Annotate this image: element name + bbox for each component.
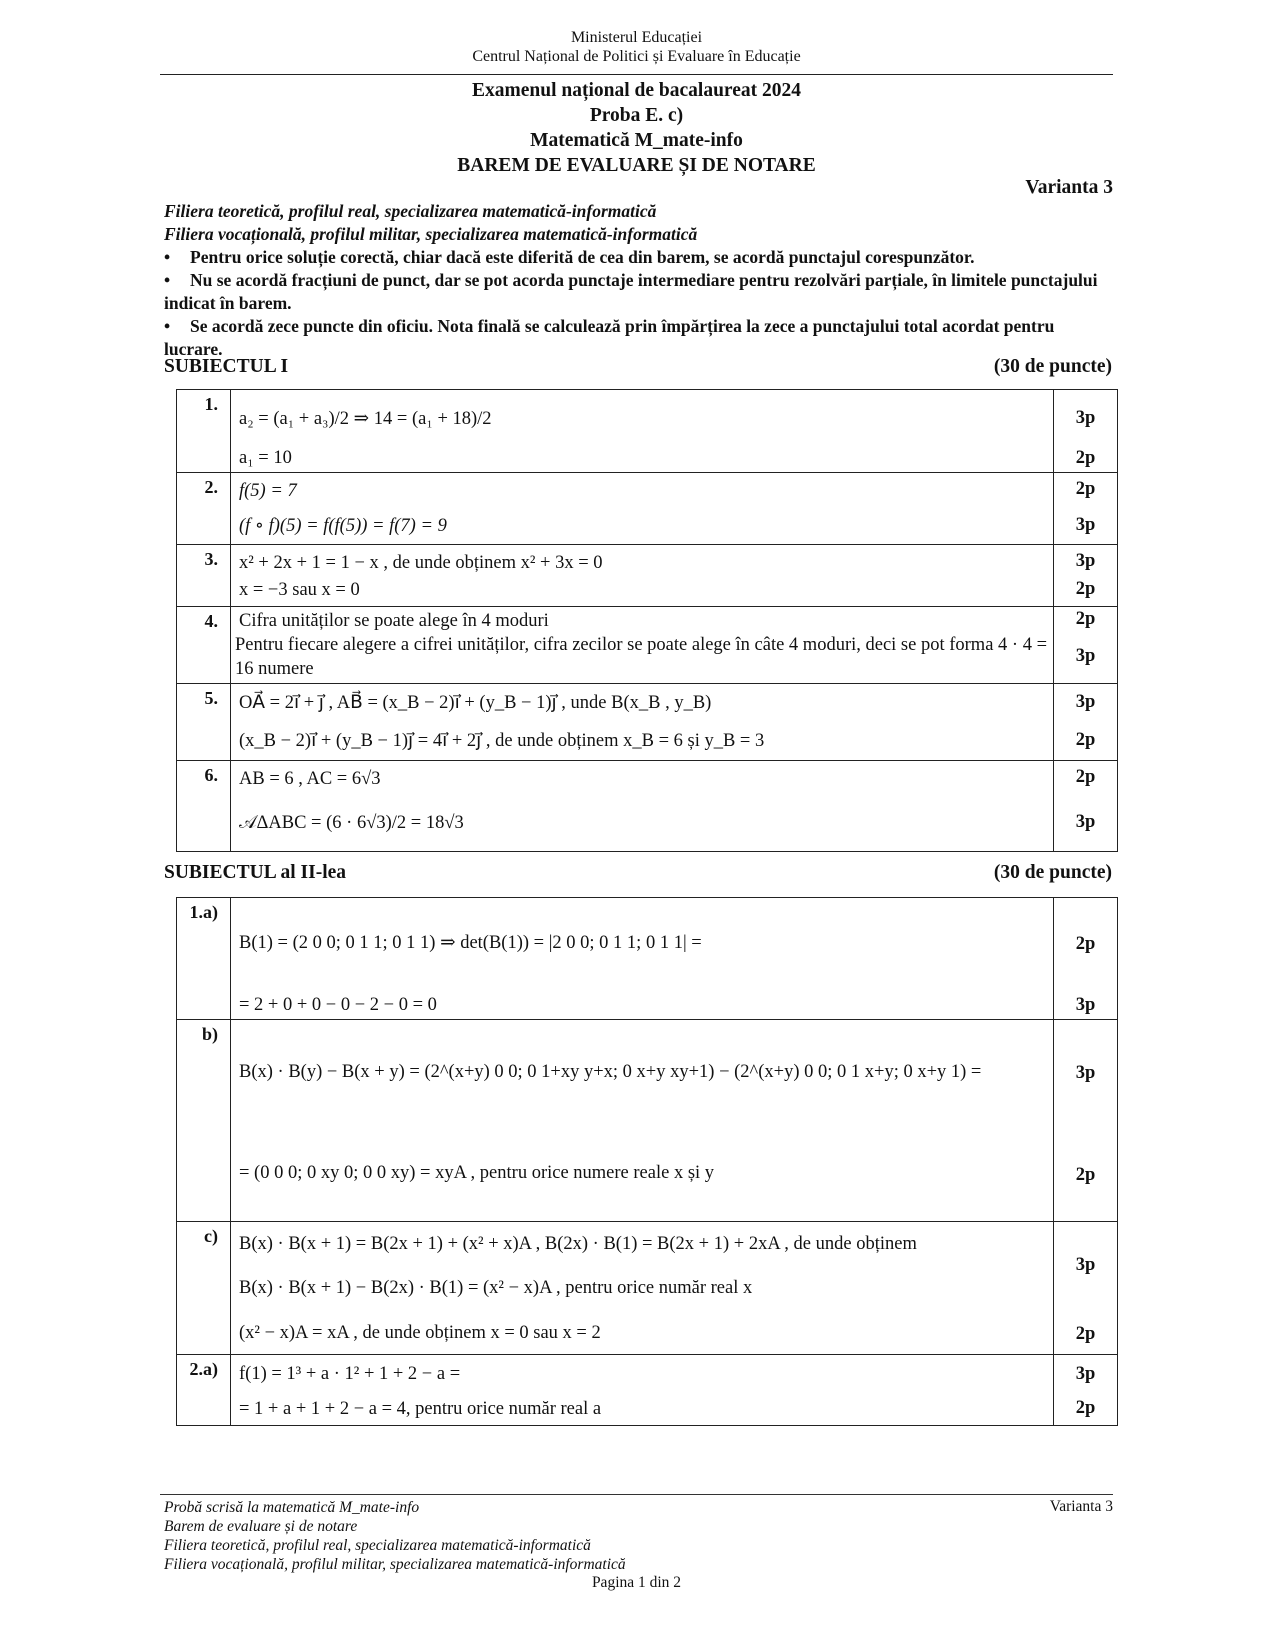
points-column: [1053, 1222, 1117, 1354]
bullet: •: [164, 247, 171, 267]
solution-line: = 2 + 0 + 0 − 0 − 2 − 0 = 0: [239, 995, 437, 1015]
rule-3-text: Se acordă zece puncte din oficiu. Nota finală se calculează prin împărțirea la zece a punctajului total acordat pentru lucrare.: [164, 316, 1055, 359]
points-value: 2p: [1075, 1324, 1096, 1344]
points-value: 3p: [1075, 1063, 1096, 1083]
item-number: b): [177, 1020, 231, 1221]
points-value: 2p: [1075, 479, 1096, 499]
points-value: 2p: [1075, 1398, 1096, 1418]
item-number: c): [177, 1222, 231, 1354]
points-value: 3p: [1075, 551, 1096, 571]
solution-line: B(1) = (2 0 0; 0 1 1; 0 1 1) ⇒ det(B(1)) = |2 0 0; 0 1 1; 0 1 1| =: [239, 933, 702, 953]
rule-2-text: Nu se acordă fracțiuni de punct, dar se pot acorda punctaje intermediare pentru rezolvări parțiale, în limitele punctajului indicat în barem.: [164, 270, 1098, 313]
item-number: 2.a): [177, 1355, 231, 1425]
bullet: •: [164, 316, 171, 336]
solution-line: (x² − x)A = xA , de unde obținem x = 0 sau x = 2: [239, 1323, 601, 1343]
points-value: 3p: [1075, 1364, 1096, 1384]
solution-line: = (0 0 0; 0 xy 0; 0 0 xy) = xyA , pentru orice numere reale x și y: [239, 1163, 715, 1183]
points-value: 2p: [1075, 1165, 1096, 1185]
table-row: [177, 544, 1117, 606]
proba-title: Proba E. c): [589, 105, 684, 126]
points-value: 2p: [1075, 730, 1096, 750]
points-value: 2p: [1075, 448, 1096, 468]
footer-block: [164, 1498, 1112, 1574]
points-column: [1053, 761, 1117, 851]
item-number: 4.: [177, 607, 231, 683]
page-number: Pagina 1 din 2: [591, 1574, 682, 1591]
table-row: [177, 390, 1117, 472]
points-value: 2p: [1075, 579, 1096, 599]
subiectul-1-title: SUBIECTUL I: [164, 356, 289, 377]
table-row: [177, 760, 1117, 851]
footer-line-1: Probă scrisă la matematică M_mate-info: [164, 1499, 420, 1516]
table-row: [177, 1221, 1117, 1354]
table-row: [177, 606, 1117, 683]
rule-1-text: Pentru orice soluție corectă, chiar dacă este diferită de cea din barem, se acordă punctajul corespunzător.: [190, 247, 975, 267]
solution-line: x = −3 sau x = 0: [239, 580, 360, 600]
points-value: 3p: [1075, 1255, 1096, 1275]
points-column: [1053, 607, 1117, 683]
solution-line: = 1 + a + 1 + 2 − a = 4, pentru orice număr real a: [239, 1399, 602, 1419]
subiectul-2-title: SUBIECTUL al II-lea: [164, 862, 347, 883]
points-column: [1053, 545, 1117, 606]
item-number: 5.: [177, 684, 231, 760]
item-number: 2.: [177, 473, 231, 544]
points-value: 3p: [1075, 692, 1096, 712]
subject-title: Matematică M_mate-info: [530, 130, 743, 151]
footer-line-2: Barem de evaluare și de notare: [164, 1518, 358, 1535]
subiectul-2-table: [176, 897, 1118, 1426]
footer-line-3: Filiera teoretică, profilul real, specializarea matematică-informatică: [164, 1537, 591, 1554]
points-value: 2p: [1075, 767, 1096, 787]
bullet: •: [164, 270, 171, 290]
points-value: 3p: [1075, 812, 1096, 832]
solution-line: (f ∘ f)(5) = f(f(5)) = f(7) = 9: [239, 516, 447, 536]
points-column: [1053, 473, 1117, 544]
solution-line: a₂ = (a₁ + a₃)/2 ⇒ 14 = (a₁ + 18)/2: [239, 409, 492, 429]
filiera-1: Filiera teoretică, profilul real, specializarea matematică-informatică: [164, 201, 657, 221]
table-row: [177, 683, 1117, 760]
subiectul-1-points: (30 de puncte): [993, 356, 1112, 377]
footer-line-4: Filiera vocațională, profilul militar, specializarea matematică-informatică: [164, 1556, 626, 1573]
subiectul-1-heading: [164, 356, 1112, 378]
points-column: [1053, 390, 1117, 472]
solution-line: B(x) · B(x + 1) = B(2x + 1) + (x² + x)A , B(2x) · B(1) = B(2x + 1) + 2xA , de unde obținem: [239, 1234, 917, 1254]
points-value: 3p: [1075, 408, 1096, 428]
ministry-name: Ministerul Educației: [570, 29, 703, 46]
solution-line: AB = 6 , AC = 6√3: [239, 769, 381, 789]
solution-line: B(x) · B(x + 1) − B(2x) · B(1) = (x² − x)A , pentru orice număr real x: [239, 1278, 753, 1298]
rule-2: [164, 269, 1112, 315]
points-column: [1053, 898, 1117, 1019]
solution-line: 𝒜ΔABC = (6 · 6√3)/2 = 18√3: [239, 813, 464, 833]
varianta-label: Varianta 3: [1025, 177, 1113, 198]
points-value: 3p: [1075, 995, 1096, 1015]
intro-block: [164, 200, 1112, 361]
barem-title: BAREM DE EVALUARE ȘI DE NOTARE: [457, 155, 816, 176]
points-value: 3p: [1075, 646, 1096, 666]
points-column: [1053, 1020, 1117, 1221]
points-column: [1053, 684, 1117, 760]
filiera-2: Filiera vocațională, profilul militar, specializarea matematică-informatică: [164, 224, 698, 244]
rule-3: [164, 315, 1112, 361]
points-value: 3p: [1075, 515, 1096, 535]
points-value: 2p: [1075, 934, 1096, 954]
subiectul-2-points: (30 de puncte): [993, 862, 1112, 883]
solution-line: (x_B − 2)i⃗ + (y_B − 1)j⃗ = 4i⃗ + 2j⃗ , de unde obținem x_B = 6 și y_B = 3: [239, 731, 765, 751]
item-number: 6.: [177, 761, 231, 851]
rule-1: [164, 246, 1112, 269]
solution-line: OA⃗ = 2i⃗ + j⃗ , AB⃗ = (x_B − 2)i⃗ + (y_B − 1)j⃗ , unde B(x_B , y_B): [239, 693, 712, 713]
solution-line: a₁ = 10: [239, 448, 292, 468]
subiectul-2-heading: [164, 862, 1112, 884]
item-number: 3.: [177, 545, 231, 606]
item-number: 1.: [177, 390, 231, 472]
solution-line: x² + 2x + 1 = 1 − x , de unde obținem x² + 3x = 0: [239, 553, 603, 573]
solution-line: Cifra unităților se poate alege în 4 moduri: [239, 611, 549, 631]
table-row: [177, 898, 1117, 1019]
subiectul-1-table: [176, 389, 1118, 852]
footer-divider: [160, 1494, 1113, 1495]
table-row: [177, 472, 1117, 544]
solution-line: f(5) = 7: [239, 481, 297, 501]
solution-line: f(1) = 1³ + a · 1² + 1 + 2 − a =: [239, 1364, 461, 1384]
solution-line: Pentru fiecare alegere a cifrei unităților, cifra zecilor se poate alege în câte 4 moduri, deci se pot forma 4 · 4 = 16 numere: [235, 635, 1048, 679]
title-block: [160, 78, 1113, 178]
exam-title: Examenul național de bacalaureat 2024: [472, 80, 801, 101]
solution-line: B(x) · B(y) − B(x + y) = (2^(x+y) 0 0; 0 1+xy y+x; 0 x+y xy+1) − (2^(x+y) 0 0; 0 1 x+y; 0 x+y 1) =: [239, 1062, 982, 1082]
points-column: [1053, 1355, 1117, 1425]
footer-varianta: Varianta 3: [1049, 1498, 1113, 1515]
table-row: [177, 1354, 1117, 1425]
header-divider: [160, 74, 1113, 75]
points-value: 2p: [1075, 609, 1096, 629]
center-name: Centrul Național de Politici și Evaluare în Educație: [472, 48, 801, 65]
item-number: 1.a): [177, 898, 231, 1019]
table-row: [177, 1019, 1117, 1221]
